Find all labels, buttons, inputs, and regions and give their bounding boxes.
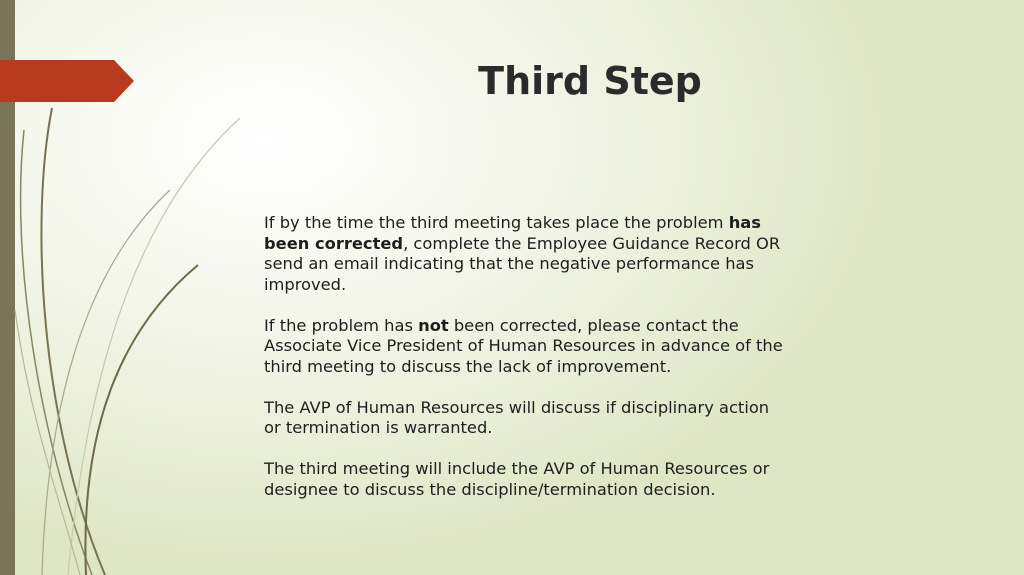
decorative-grass-strokes	[0, 0, 260, 575]
paragraph-avp-discussion: The AVP of Human Resources will discuss if disciplinary action or termination is warranted.	[264, 397, 770, 437]
paragraph-text: If by the time the third meeting takes place the problem	[264, 213, 729, 232]
emphasis-text: not	[418, 315, 449, 335]
emphasis-text: has been corrected	[264, 213, 761, 253]
paragraph-third-meeting: The third meeting will include the AVP of Human Resources or designee to discuss the discipline/termination decision.	[264, 459, 770, 499]
paragraph-text: , complete the Employee Guidance Record OR send an email indicating that the negative performance has improved.	[264, 233, 781, 294]
paragraph-text: been corrected, please contact the Associate Vice President of Human Resources in advance of the third meeting to discuss the lack of improvement.	[264, 315, 783, 376]
slide-body	[264, 213, 784, 521]
slide-title: Third Step	[478, 59, 702, 103]
paragraph-corrected	[264, 213, 784, 295]
paragraph-not-corrected	[264, 316, 784, 378]
paragraph-text: If the problem has	[264, 315, 419, 335]
